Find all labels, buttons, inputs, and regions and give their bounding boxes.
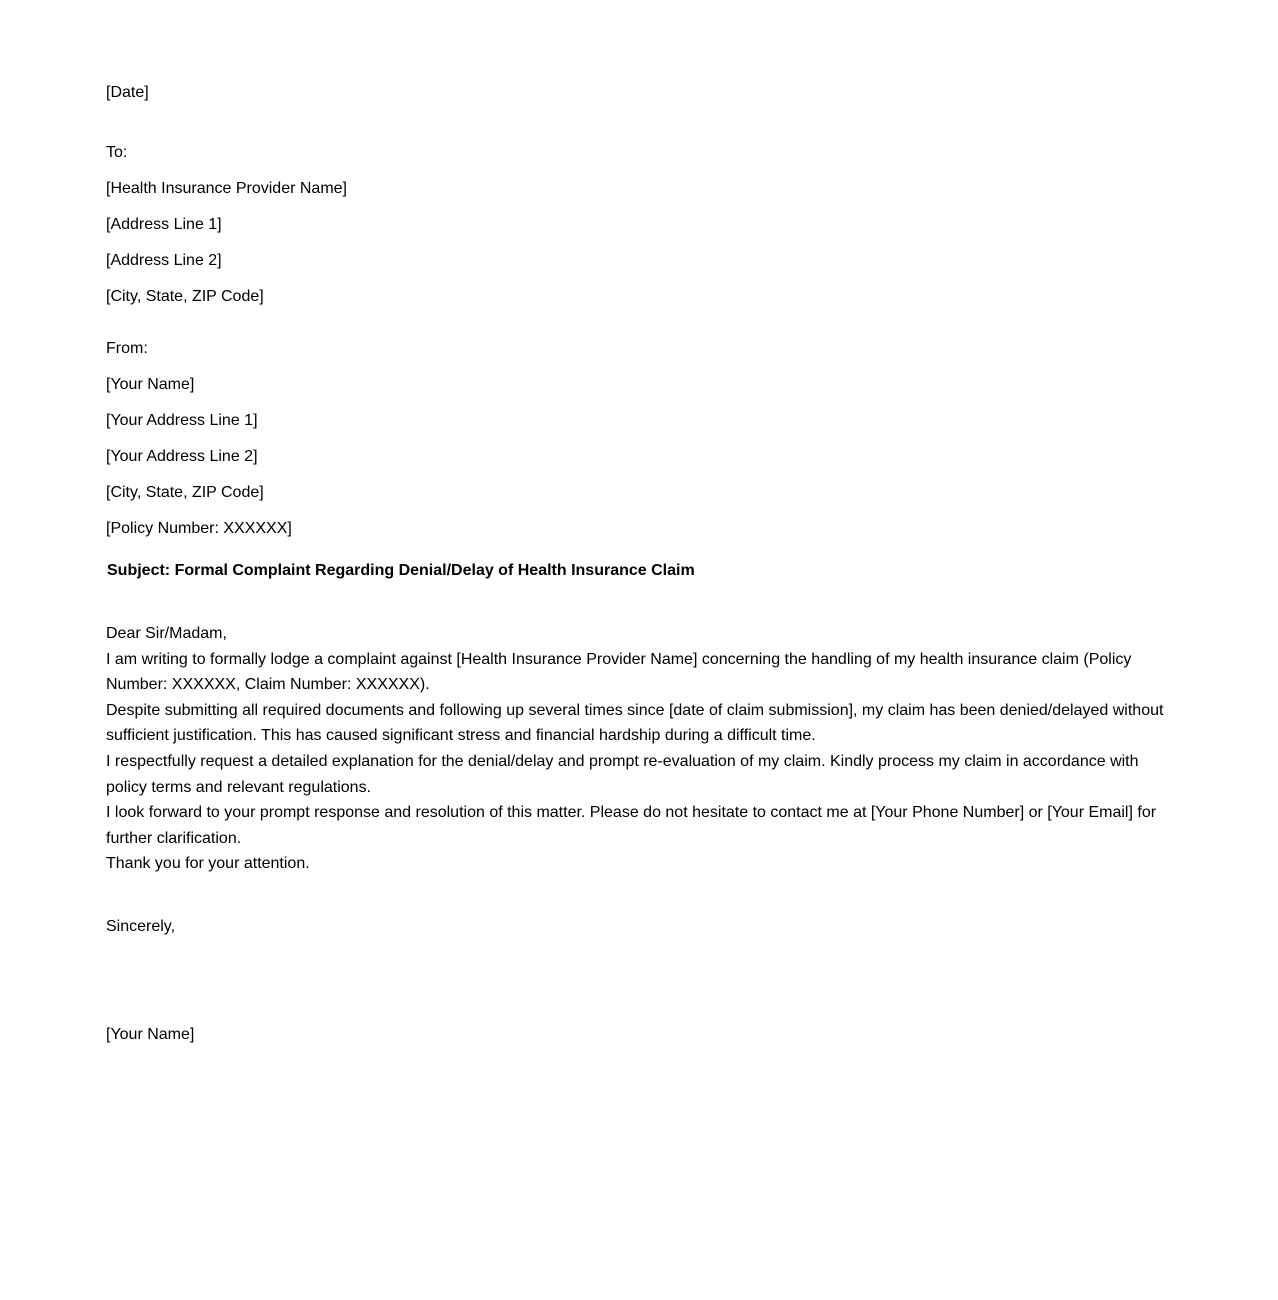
sender-address-line-2: [Your Address Line 2] bbox=[106, 448, 258, 465]
to-label: To: bbox=[106, 144, 128, 161]
date-line: [Date] bbox=[106, 84, 149, 101]
letter-body bbox=[106, 621, 1176, 877]
subject-line: Subject: Formal Complaint Regarding Denial/Delay of Health Insurance Claim bbox=[107, 562, 695, 579]
closing: Sincerely, bbox=[106, 918, 176, 935]
body-paragraph: I am writing to formally lodge a complaint against [Health Insurance Provider Name] concerning the handling of my health insurance claim (Policy Number: XXXXXX, Claim Number: XXXXXX). bbox=[106, 650, 1132, 694]
body-paragraph: I look forward to your prompt response and resolution of this matter. Please do not hesitate to contact me at [Your Phone Number] or [Your Email] for further clarification. bbox=[106, 804, 1157, 847]
sender-policy-number: [Policy Number: XXXXXX] bbox=[106, 520, 292, 537]
from-label: From: bbox=[106, 340, 148, 357]
sender-address-line-1: [Your Address Line 1] bbox=[106, 412, 258, 429]
recipient-name: [Health Insurance Provider Name] bbox=[106, 180, 347, 197]
body-paragraph: Despite submitting all required documents and following up several times since [date of claim submission], my claim has been denied/delayed without sufficient justification. This has caused significant stress and financial hardship during a difficult time. bbox=[106, 701, 1164, 745]
body-paragraph: Thank you for your attention. bbox=[106, 855, 310, 873]
recipient-city-state-zip: [City, State, ZIP Code] bbox=[106, 288, 264, 305]
recipient-address-line-2: [Address Line 2] bbox=[106, 252, 222, 269]
sender-name: [Your Name] bbox=[106, 376, 195, 393]
signature-name: [Your Name] bbox=[106, 1026, 195, 1043]
salutation: Dear Sir/Madam, bbox=[106, 625, 227, 642]
sender-city-state-zip: [City, State, ZIP Code] bbox=[106, 484, 264, 501]
recipient-address-line-1: [Address Line 1] bbox=[106, 216, 222, 233]
body-paragraph: I respectfully request a detailed explanation for the denial/delay and prompt re-evaluation of my claim. Kindly process my claim in accordance with policy terms and relevant regulations. bbox=[106, 752, 1139, 796]
